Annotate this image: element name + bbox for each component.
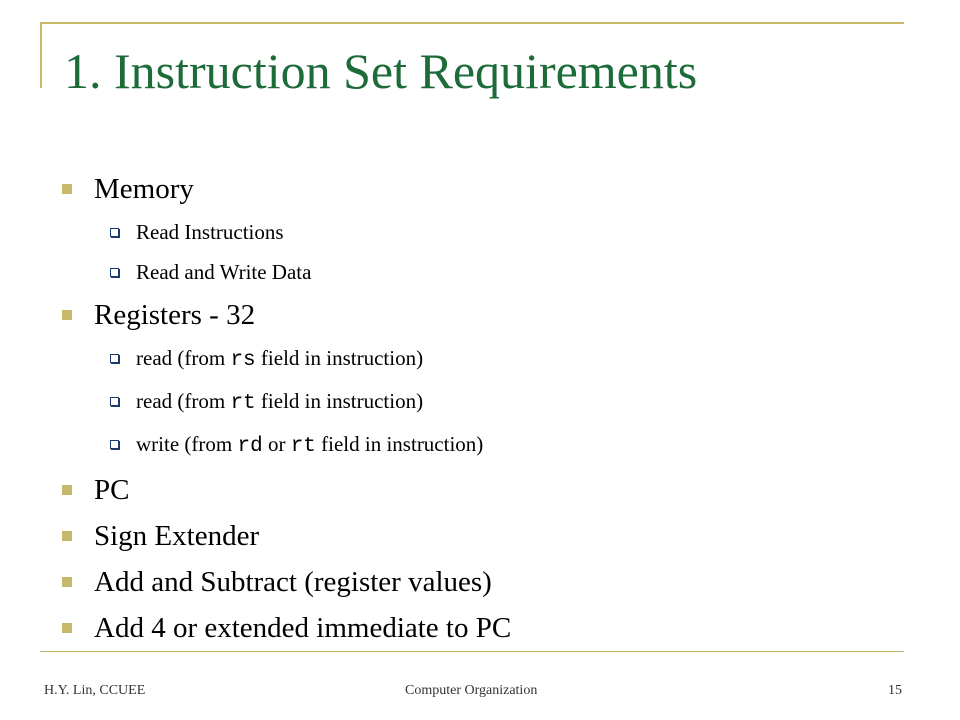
square-bullet-icon — [62, 531, 72, 541]
code-rs: rs — [230, 349, 256, 372]
sub-item-read-rt — [56, 381, 916, 424]
sub-item-text-pre: write (from — [136, 432, 238, 456]
bullet-item-memory — [56, 166, 916, 212]
square-bullet-icon — [62, 577, 72, 587]
bullet-item-registers — [56, 292, 916, 338]
hollow-square-bullet-icon — [110, 228, 119, 237]
bullet-item-add-subtract — [56, 559, 916, 605]
frame-left-line — [40, 22, 42, 88]
frame-top-line — [40, 22, 904, 24]
sub-item-text: Read and Write Data — [136, 260, 312, 284]
square-bullet-icon — [62, 623, 72, 633]
hollow-square-bullet-icon — [110, 268, 119, 277]
footer-divider — [40, 651, 904, 652]
sub-item-text-mid: or — [262, 432, 291, 456]
code-rt: rt — [290, 435, 316, 458]
bullet-item-pc — [56, 467, 916, 513]
sub-item-text: Read Instructions — [136, 220, 284, 244]
square-bullet-icon — [62, 310, 72, 320]
page-number: 15 — [888, 683, 902, 698]
square-bullet-icon — [62, 184, 72, 194]
sub-item-text-post: field in instruction) — [255, 346, 424, 370]
hollow-square-bullet-icon — [110, 397, 119, 406]
sub-item-text-post: field in instruction) — [315, 432, 484, 456]
bullet-item-add-4 — [56, 605, 916, 651]
footer-author: H.Y. Lin, CCUEE — [44, 683, 146, 698]
sub-item-text-pre: read (from — [136, 389, 231, 413]
slide-content — [56, 166, 916, 651]
bullet-text: PC — [94, 474, 130, 506]
sub-item-read-instructions — [56, 212, 916, 252]
square-bullet-icon — [62, 485, 72, 495]
bullet-text: Registers - 32 — [94, 299, 256, 331]
bullet-text: Add and Subtract (register values) — [94, 566, 492, 598]
code-rt: rt — [230, 392, 256, 415]
sub-item-read-write-data — [56, 252, 916, 292]
hollow-square-bullet-icon — [110, 354, 119, 363]
sub-item-read-rs — [56, 338, 916, 381]
footer-course: Computer Organization — [405, 683, 538, 698]
bullet-item-sign-extender — [56, 513, 916, 559]
bullet-text: Memory — [94, 173, 194, 205]
bullet-text: Add 4 or extended immediate to PC — [94, 612, 512, 644]
slide-title: 1. Instruction Set Requirements — [64, 43, 698, 99]
bullet-text: Sign Extender — [94, 520, 260, 552]
sub-item-text-post: field in instruction) — [255, 389, 424, 413]
sub-item-write-rd-rt — [56, 424, 916, 467]
sub-item-text-pre: read (from — [136, 346, 231, 370]
code-rd: rd — [237, 435, 263, 458]
hollow-square-bullet-icon — [110, 440, 119, 449]
